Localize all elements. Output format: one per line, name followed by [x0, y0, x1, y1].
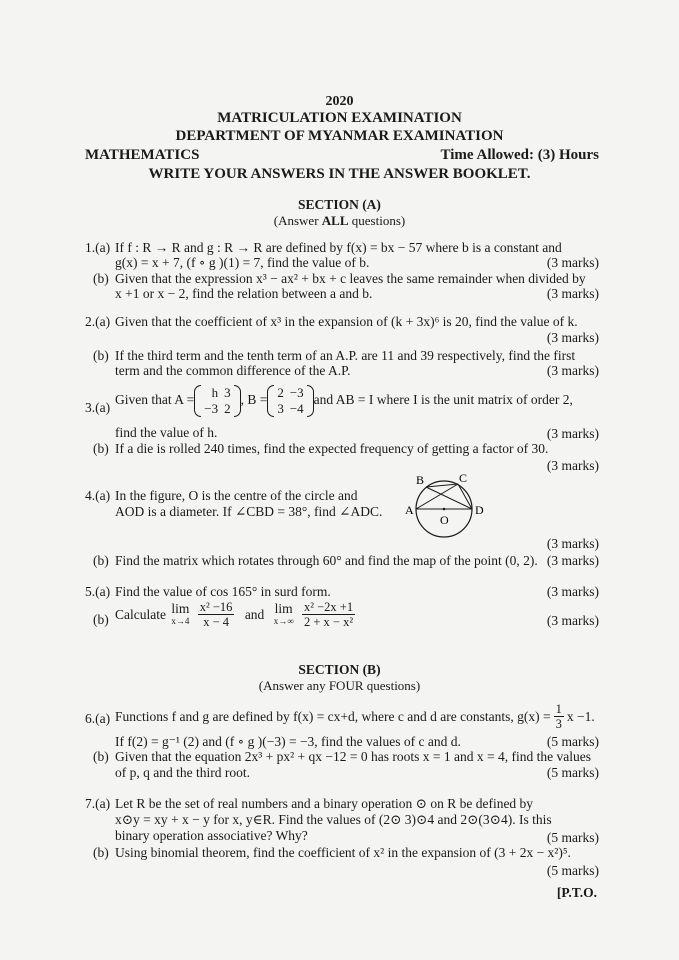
q5b-marks: (3 marks) [546, 613, 599, 628]
q2b-number: (b) [93, 348, 109, 363]
q4a-line2: AOD is a diameter. If ∠CBD = 38°, find ∠ADC. [115, 504, 383, 519]
q7b-number: (b) [93, 845, 109, 860]
matrix-b: 2 −3 3 −4 [267, 385, 313, 417]
q6a-number: 6.(a) [85, 711, 111, 726]
fig-label-b: B [416, 473, 425, 487]
q4b-marks: (3 marks) [546, 553, 599, 568]
q1a-number: 1.(a) [85, 240, 111, 255]
department: DEPARTMENT OF MYANMAR EXAMINATION [175, 128, 504, 144]
q5b-line1: Calculate lim x→4 $\frac{\text{x² −16}}{x - 4}$ and lim x→∞ $\frac{\text{x² −2x +1}}{\text{2 + x − x²}}$ [115, 600, 354, 629]
q6b-line2: of p, q and the third root. [115, 765, 250, 780]
section-a-instruction: (Answer ALL questions) [273, 213, 406, 228]
q5a-marks: (3 marks) [546, 584, 599, 599]
q7a-line2: x⊙y = xy + x − y for x, y∈R. Find the values of (2⊙ 3)⊙4 and 2⊙(3⊙4). Is this [115, 812, 552, 827]
q3b-marks: (3 marks) [546, 458, 599, 473]
q4b-number: (b) [93, 553, 109, 568]
q5a-line1: Find the value of cos 165° in surd form. [115, 584, 331, 599]
q2b-marks: (3 marks) [546, 363, 599, 378]
q3a-line2: find the value of h. [115, 425, 218, 440]
q7b-line1: Using binomial theorem, find the coefficient of x² in the expansion of (3 + 2x − x²)⁵. [115, 845, 571, 860]
exam-title: MATRICULATION EXAMINATION [217, 110, 462, 126]
limit-2: lim x→∞ [273, 600, 294, 626]
q7a-line3: binary operation associative? Why? [115, 828, 308, 843]
subject: MATHEMATICS [85, 147, 200, 163]
q6b-marks: (5 marks) [546, 765, 599, 780]
q4a-number: 4.(a) [85, 488, 111, 503]
q6a-marks: (5 marks) [546, 734, 599, 749]
circle-figure [398, 470, 498, 540]
q6b-line1: Given that the equation 2x³ + px² + qx −12 = 0 has roots x = 1 and x = 4, find the values [115, 749, 591, 764]
q3b-line1: If a die is rolled 240 times, find the expected frequency of getting a factor of 30. [115, 441, 549, 456]
fig-label-a: A [405, 503, 414, 517]
matrix-a: h 3 −3 2 [194, 385, 240, 417]
q7a-number: 7.(a) [85, 796, 111, 811]
q6b-number: (b) [93, 749, 109, 764]
q3a-marks: (3 marks) [546, 426, 599, 441]
exam-year: 2020 [325, 94, 354, 109]
q2a-marks: (3 marks) [546, 330, 599, 345]
q4a-line1: In the figure, O is the centre of the circle and [115, 488, 358, 503]
section-b-title: SECTION (B) [298, 662, 381, 677]
q6a-line1: Functions f and g are defined by f(x) = cx+d, where c and d are constants, g(x) = $\frac{1}{3}$ x −1. [115, 702, 595, 731]
limit-1: lim x→4 [171, 600, 190, 626]
q2b-line2: term and the common difference of the A.P. [115, 363, 351, 378]
instruction: WRITE YOUR ANSWERS IN THE ANSWER BOOKLET. [148, 166, 531, 182]
q1b-line2: x +1 or x − 2, find the relation between a and b. [115, 286, 373, 301]
q1b-number: (b) [93, 271, 109, 286]
q1b-line1: Given that the expression x³ − ax² + bx + c leaves the same remainder when divided by [115, 271, 586, 286]
q2a-line1: Given that the coefficient of x³ in the expansion of (k + 3x)⁶ is 20, find the value of k. [115, 314, 578, 329]
q1a-marks: (3 marks) [546, 255, 599, 270]
fraction-one-third: $\frac{1}{3}$ [555, 702, 562, 731]
q2a-number: 2.(a) [85, 314, 111, 329]
q7a-line1: Let R be the set of real numbers and a binary operation ⊙ on R be defined by [115, 796, 534, 811]
q1a-line2: g(x) = x + 7, (f ∘ g )(1) = 7, find the value of b. [115, 255, 370, 270]
q7a-marks: (5 marks) [546, 830, 599, 845]
q1a-line1: If f : R → R and g : R → R are defined by f(x) = bx − 57 where b is a constant and [115, 240, 562, 255]
page-turn-note: [P.T.O. [556, 885, 597, 900]
q6a-line2: If f(2) = g⁻¹ (2) and (f ∘ g )(−3) = −3, find the values of c and d. [115, 734, 461, 749]
q3b-number: (b) [93, 441, 109, 456]
q1b-marks: (3 marks) [546, 286, 599, 301]
section-a-title: SECTION (A) [298, 197, 381, 212]
q7b-marks: (5 marks) [546, 863, 599, 878]
q3a-number: 3.(a) [85, 400, 111, 415]
q5b-number: (b) [93, 612, 109, 627]
fraction-1: $\frac{\text{x² −16}}{x - 4}$ [199, 600, 233, 629]
fig-label-o: O [440, 513, 449, 527]
q3a-line1: Given that A = h 3 −3 2 , B = 2 −3 3 −4 and AB = I where I is the unit matrix of order 2, [115, 385, 573, 416]
time-allowed: Time Allowed: (3) Hours [440, 147, 599, 163]
fig-label-d: D [475, 503, 484, 517]
fraction-2: $\frac{\text{x² −2x +1}}{\text{2 + x − x²}}$ [303, 600, 354, 629]
q4a-marks: (3 marks) [546, 536, 599, 551]
section-b-instruction: (Answer any FOUR questions) [258, 678, 421, 693]
fig-label-c: C [459, 471, 468, 485]
q5a-number: 5.(a) [85, 584, 111, 599]
q4b-line1: Find the matrix which rotates through 60° and find the map of the point (0, 2). [115, 553, 538, 568]
q2b-line1: If the third term and the tenth term of an A.P. are 11 and 39 respectively, find the first [115, 348, 576, 363]
